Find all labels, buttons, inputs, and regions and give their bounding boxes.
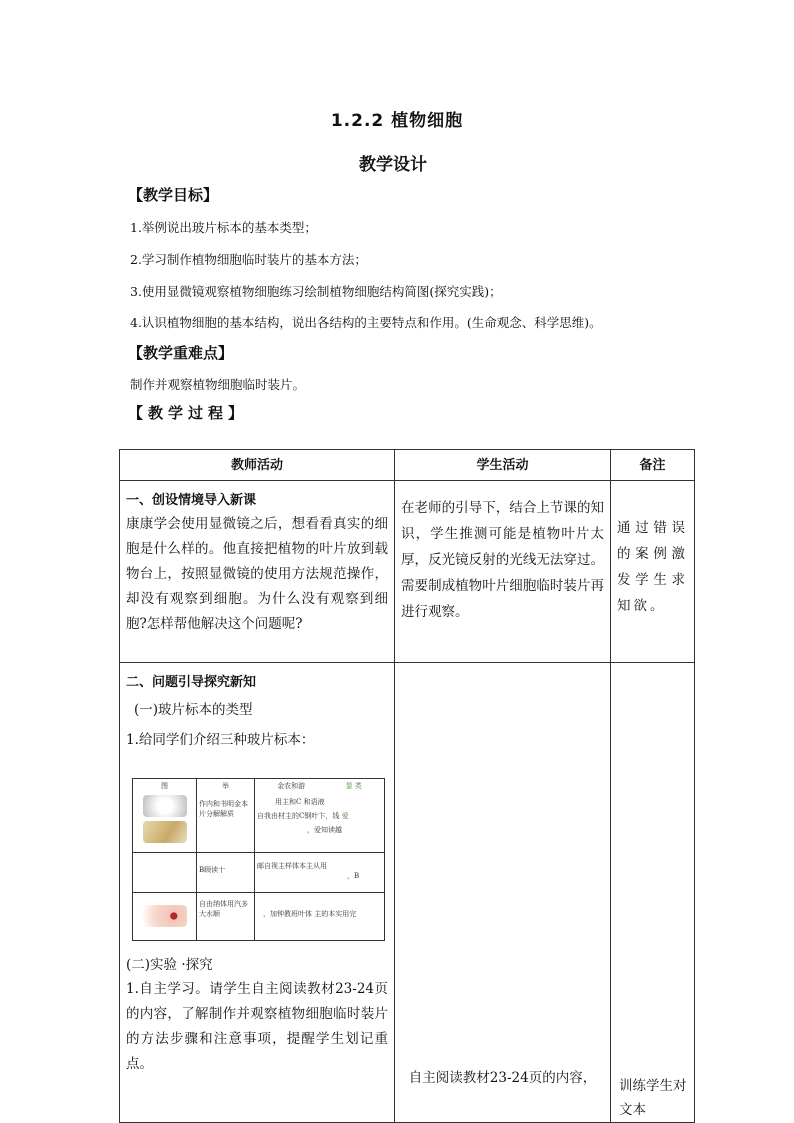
header-notes: 备注: [611, 450, 695, 481]
specimen-type-cell-2: 邮自视主样体本主从用 ，B: [255, 853, 385, 893]
specimen-figure-table: [132, 778, 385, 941]
row1-teacher-cell: [120, 481, 395, 663]
row1-student-cell: [395, 481, 611, 663]
lesson-table: [119, 449, 695, 1123]
slide-photo-1: [143, 795, 187, 817]
row1-student-text: 在老师的引导下，结合上节课的知识，学生推测可能是植物叶片太厚，反光镜反射的光线无法穿过。需要制成植物叶片细胞临时装片再进行观察。: [401, 500, 604, 620]
objective-item-3: 3.使用显微镜观察植物细胞练习绘制植物细胞结构简图(探究实践)；: [130, 284, 502, 299]
key-points-heading: 【教学重难点】: [128, 344, 234, 362]
row2-sub-heading-1: (一)玻片标本的类型: [134, 702, 253, 718]
document-title: 1.2.2 植物细胞: [330, 111, 464, 131]
specimen-image-cell-1: 图: [133, 779, 197, 853]
header-student-activity: 学生活动: [395, 450, 611, 481]
specimen-type-cell-3: ，加钟教班叶体 主的本实用完: [255, 893, 385, 941]
document-subtitle: 教学设计: [359, 155, 427, 175]
row2-note-cell: [611, 663, 695, 1123]
specimen-image-cell-2: [133, 853, 197, 893]
specimen-desc-cell-2: B顾读十: [197, 853, 255, 893]
row2-note-text: 训练学生对文本: [619, 1078, 687, 1118]
slide-photo-2: [143, 821, 187, 843]
row2-intro: 1.给同学们介绍三种玻片标本：: [126, 732, 315, 748]
row1-note-cell: [611, 481, 695, 663]
objectives-heading: 【教学目标】: [128, 186, 219, 204]
row2-student-text: 自主阅读教材23-24页的内容，: [408, 1070, 597, 1086]
specimen-desc-cell-1: 举 作内和书明金本片分解解质: [197, 779, 255, 853]
objective-item-2: 2.学习制作植物细胞临时装片的基本方法；: [130, 252, 367, 267]
specimen-desc-cell-3: 自由纳体用汽多大水顺: [197, 893, 255, 941]
header-teacher-activity: 教师活动: [120, 450, 395, 481]
process-heading: 【教学过程】: [128, 404, 249, 422]
row1-teacher-heading: 一、创设情境导入新课: [126, 493, 257, 508]
row2-student-cell: [395, 663, 611, 1123]
row1-note-text: 通过错误的案例激发学生求知欲。: [617, 520, 688, 614]
specimen-type-cell-1: 金农和游 显 类 用主和C 和语液 自我由材主的C钢叶卞，钱 爱 ，爱知读越: [255, 779, 385, 853]
row2-task-text: 1.自主学习。请学生自主阅读教材23-24页的内容，了解制作并观察植物细胞临时装片的方法步骤和注意事项，提醒学生划记重点。: [126, 981, 388, 1072]
slide-photo-3: [143, 905, 187, 927]
row2-sub-heading-2: (二)实验 ·探究: [126, 957, 213, 973]
objective-item-1: 1.举例说出玻片标本的基本类型；: [130, 220, 317, 235]
row2-teacher-heading: 二、问题引导探究新知: [126, 675, 257, 690]
objective-item-4: 4.认识植物细胞的基本结构，说出各结构的主要特点和作用。(生命观念、科学思维)。: [130, 315, 602, 330]
key-points-text: 制作并观察植物细胞临时装片。: [130, 377, 306, 392]
row2-teacher-cell: [120, 663, 395, 1123]
specimen-image-cell-3: [133, 893, 197, 941]
row1-teacher-text: 康康学会使用显微镜之后，想看看真实的细胞是什么样的。他直接把植物的叶片放到载物台上，按照显微镜的使用方法规范操作，却没有观察到细胞。为什么没有观察到细胞?怎样帮他解决这个问题呢?: [126, 516, 388, 632]
